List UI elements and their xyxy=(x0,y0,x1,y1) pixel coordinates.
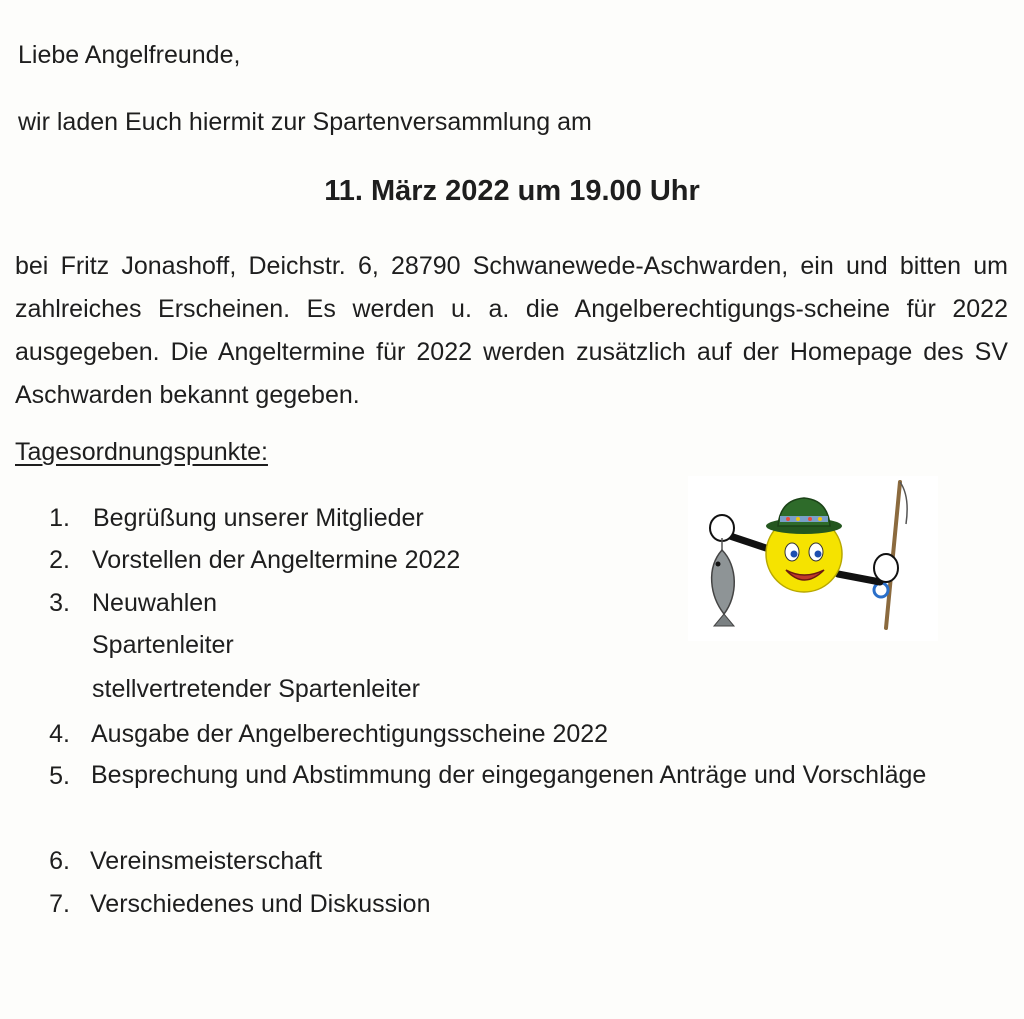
agenda-item: Neuwahlen xyxy=(92,589,218,617)
agenda-number: 6. xyxy=(49,847,70,875)
agenda-number: 7. xyxy=(49,890,70,918)
agenda-subitem: stellvertretender Spartenleiter xyxy=(92,675,420,703)
agenda-subitem: Spartenleiter xyxy=(92,631,234,659)
agenda-item: Besprechung und Abstimmung der eingegangenen Anträge und Vorschläge xyxy=(91,761,927,789)
agenda-item: Vereinsmeisterschaft xyxy=(90,847,323,875)
agenda-number: 2. xyxy=(49,546,70,574)
agenda-item: Begrüßung unserer Mitglieder xyxy=(93,504,424,532)
agenda-title: Tagesordnungspunkte: xyxy=(15,438,268,466)
agenda-number: 1. xyxy=(49,504,70,532)
greeting: Liebe Angelfreunde, xyxy=(18,41,241,69)
agenda-item: Ausgabe der Angelberechtigungsscheine 2022 xyxy=(91,720,609,748)
body-paragraph: bei Fritz Jonashoff, Deichstr. 6, 28790 Schwanewede-Aschwarden, ein und bitten um zahlreiches Erscheinen. Es werden u. a. die Angelberechtigungs-scheine für 2022 ausgegeben. Die Angeltermine für 2022 werden zusätzlich auf der Homepage des SV Aschwarden bekannt gegeben. xyxy=(15,252,1008,409)
agenda-item: Verschiedenes und Diskussion xyxy=(90,890,431,918)
agenda-item: Vorstellen der Angeltermine 2022 xyxy=(92,546,461,574)
fishing-smiley-icon xyxy=(688,476,938,641)
agenda-number: 5. xyxy=(49,762,70,790)
meeting-datetime: 11. März 2022 um 19.00 Uhr xyxy=(324,175,700,207)
intro-line: wir laden Euch hiermit zur Spartenversammlung am xyxy=(18,108,592,136)
agenda-number: 3. xyxy=(49,589,70,617)
agenda-number: 4. xyxy=(49,720,70,748)
